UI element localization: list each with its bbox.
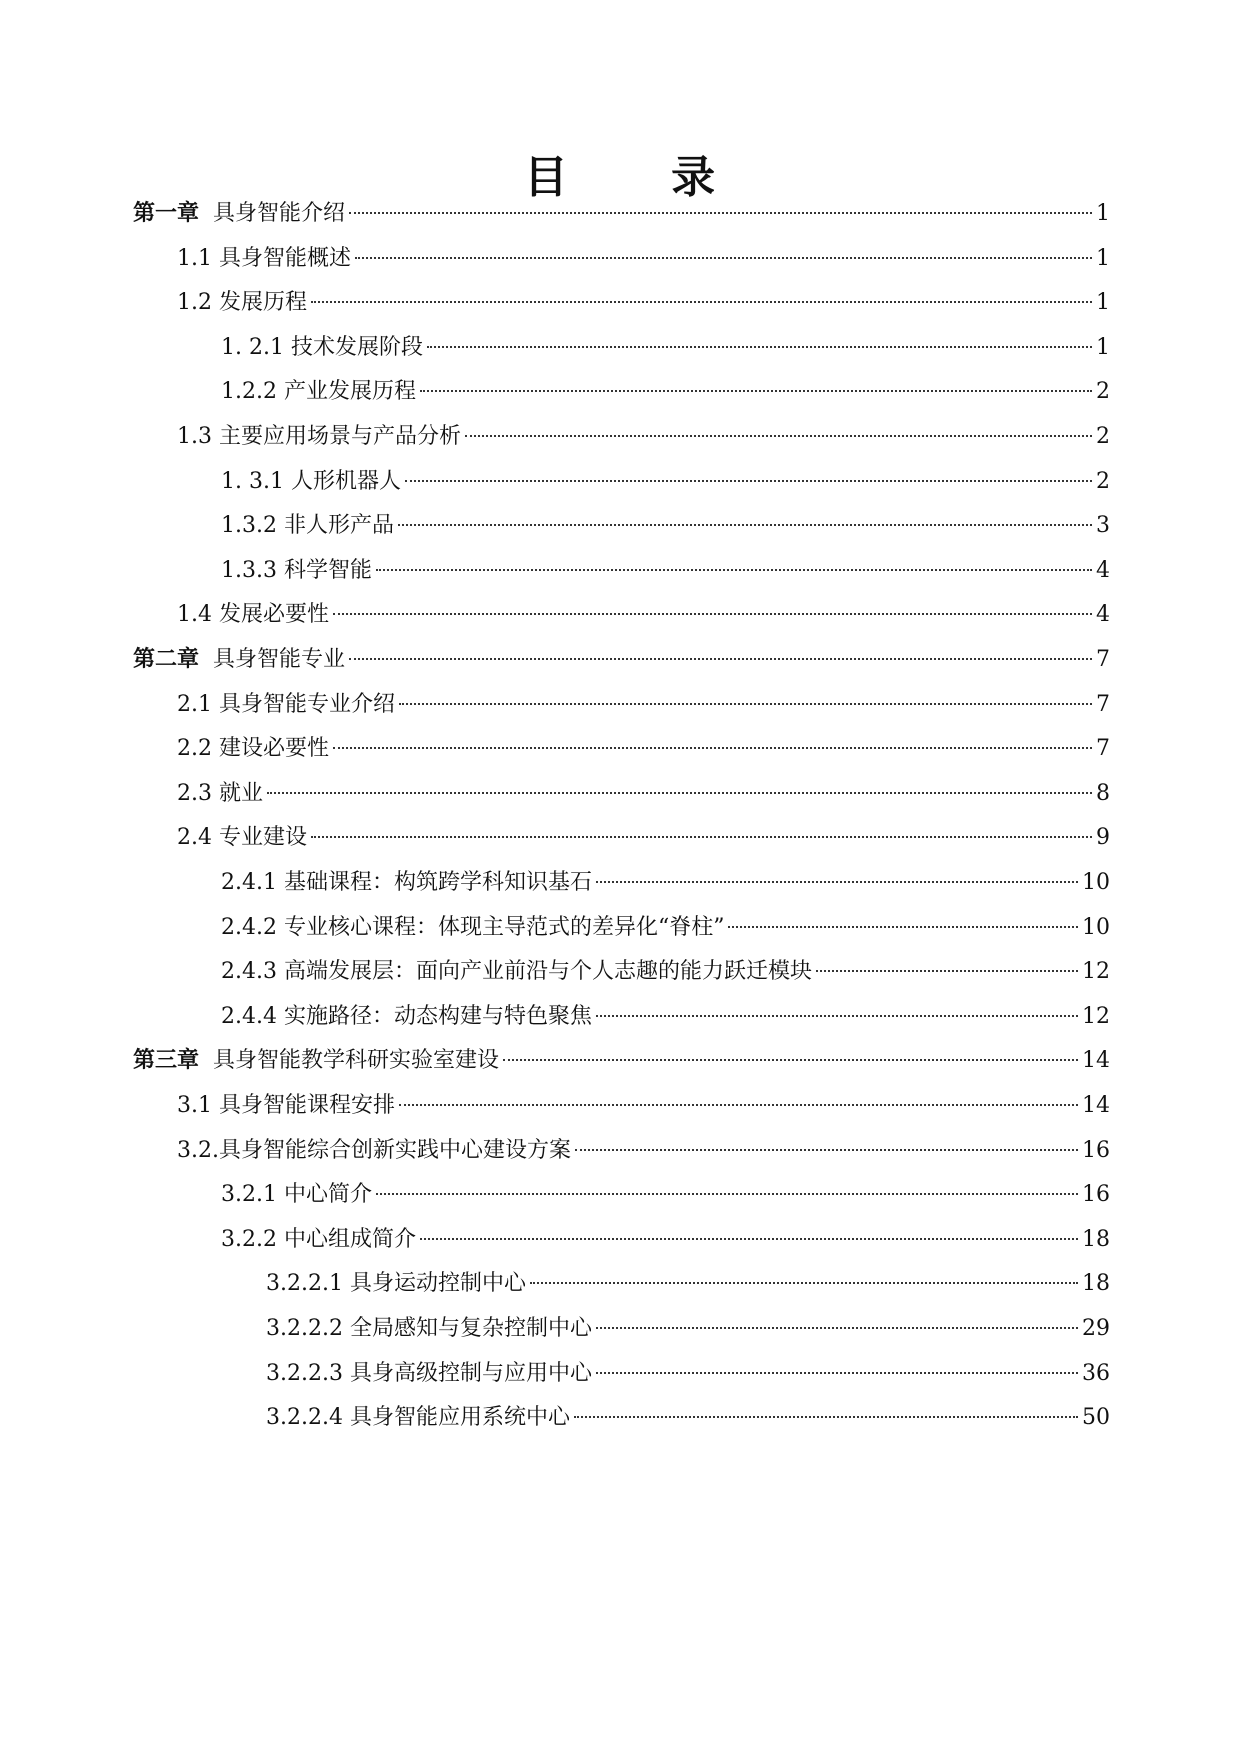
dot-leader xyxy=(420,390,1092,392)
toc-entry-text: 2.3 就业 xyxy=(177,780,263,806)
dot-leader xyxy=(311,836,1092,838)
toc-entry[interactable] xyxy=(133,1041,1110,1081)
toc-entry-label xyxy=(177,774,263,814)
toc-entry-text: 1.4 发展必要性 xyxy=(177,602,329,628)
toc-page-number: 36 xyxy=(1082,1360,1110,1386)
toc-entry-text: 1. 3.1 人形机器人 xyxy=(221,468,401,494)
toc-entry-text: 3.2.2.3 具身高级控制与应用中心 xyxy=(266,1360,592,1386)
toc-page-number: 10 xyxy=(1082,870,1110,895)
toc-entry[interactable] xyxy=(177,595,1110,635)
toc-entry[interactable] xyxy=(221,908,1110,948)
toc-entry-text: 1.3.2 非人形产品 xyxy=(221,513,394,539)
dot-leader xyxy=(355,257,1092,259)
dot-leader xyxy=(596,1015,1078,1017)
toc-page-number: 18 xyxy=(1082,1271,1110,1297)
toc-entry-label xyxy=(266,1309,592,1349)
toc-entry-text: 1.3 主要应用场景与产品分析 xyxy=(177,424,461,449)
toc-entry[interactable] xyxy=(266,1398,1110,1438)
toc-entry-text: 3.2.2.4 具身智能应用系统中心 xyxy=(266,1405,570,1431)
chapter-number: 第二章 xyxy=(133,647,200,672)
toc-entry-text: 2.4.3 高端发展层：面向产业前沿与个人志趣的能力跃迁模块 xyxy=(221,959,812,985)
dot-leader xyxy=(596,881,1078,883)
toc-page-number: 1 xyxy=(1096,245,1110,271)
toc-entry-label xyxy=(221,952,812,992)
toc-entry-label xyxy=(177,417,461,457)
dot-leader xyxy=(333,747,1092,749)
toc-entry[interactable] xyxy=(221,1175,1110,1215)
dot-leader xyxy=(398,524,1092,526)
dot-leader xyxy=(399,703,1092,705)
toc-entry-label xyxy=(221,997,592,1037)
toc-entry-label xyxy=(177,729,329,769)
toc-entry[interactable] xyxy=(221,1220,1110,1260)
toc-entry[interactable] xyxy=(177,239,1110,279)
toc-entry-text: 具身智能介绍 xyxy=(213,201,346,226)
toc-entry[interactable] xyxy=(221,462,1110,502)
chapter-number: 第一章 xyxy=(133,201,200,226)
dot-leader xyxy=(427,346,1092,348)
toc-page-number: 14 xyxy=(1082,1093,1110,1118)
toc-page-number: 1 xyxy=(1096,290,1110,316)
dot-leader xyxy=(574,1416,1078,1418)
toc-entry[interactable] xyxy=(177,417,1110,457)
toc-entry[interactable] xyxy=(266,1309,1110,1349)
toc-entry-text: 1.2 发展历程 xyxy=(177,290,307,316)
toc-entry-text: 1. 2.1 技术发展阶段 xyxy=(221,334,423,360)
dot-leader xyxy=(420,1238,1078,1240)
toc-entry-text: 1.3.3 科学智能 xyxy=(221,557,372,583)
toc-entry-label xyxy=(221,462,401,502)
dot-leader xyxy=(596,1327,1078,1329)
toc-page-number: 4 xyxy=(1096,602,1110,628)
toc-page-number: 50 xyxy=(1082,1405,1110,1431)
toc-entry-label xyxy=(221,506,394,546)
toc-entry[interactable] xyxy=(221,952,1110,992)
toc-entry[interactable] xyxy=(221,863,1110,903)
toc-entry[interactable] xyxy=(133,640,1110,680)
dot-leader xyxy=(503,1059,1078,1061)
dot-leader xyxy=(349,212,1092,214)
page-title: 目 录 xyxy=(523,152,760,203)
toc-entry[interactable] xyxy=(133,194,1110,234)
toc-entry-text: 3.2.1 中心简介 xyxy=(221,1182,372,1208)
toc-entry[interactable] xyxy=(177,774,1110,814)
toc-page-number: 2 xyxy=(1096,424,1110,449)
toc-entry[interactable] xyxy=(177,1086,1110,1126)
toc-entry[interactable] xyxy=(177,729,1110,769)
toc-entry[interactable] xyxy=(177,1131,1110,1171)
toc-entry[interactable] xyxy=(177,818,1110,858)
dot-leader xyxy=(405,480,1092,482)
toc-entry-label xyxy=(177,818,307,858)
toc-entry-text: 具身智能专业 xyxy=(213,647,346,672)
toc-entry-label xyxy=(177,1131,571,1171)
toc-entry-label xyxy=(177,685,395,725)
toc-entry-text: 1.1 具身智能概述 xyxy=(177,245,351,271)
toc-entry-label xyxy=(133,194,345,234)
toc-page-number: 16 xyxy=(1082,1137,1110,1163)
toc-entry[interactable] xyxy=(221,551,1110,591)
toc-entry-label xyxy=(266,1264,526,1304)
chapter-number: 第三章 xyxy=(133,1048,200,1074)
toc-entry-label xyxy=(177,283,307,323)
toc-entry-text: 3.2.2.2 全局感知与复杂控制中心 xyxy=(266,1316,592,1341)
toc-entry[interactable] xyxy=(221,372,1110,412)
toc-entry-label xyxy=(133,1041,499,1081)
dot-leader xyxy=(376,1193,1078,1195)
dot-leader xyxy=(376,569,1092,571)
toc-page-number: 16 xyxy=(1082,1182,1110,1208)
toc-entry-text: 2.4 专业建设 xyxy=(177,825,307,851)
toc-entry-text: 2.1 具身智能专业介绍 xyxy=(177,691,395,717)
dot-leader xyxy=(311,301,1092,303)
toc-page-number: 12 xyxy=(1082,959,1110,985)
dot-leader xyxy=(596,1372,1078,1374)
toc-page-number: 7 xyxy=(1096,736,1110,762)
toc-entry[interactable] xyxy=(221,997,1110,1037)
toc-entry-text: 3.2.2 中心组成简介 xyxy=(221,1226,416,1252)
dot-leader xyxy=(530,1282,1078,1284)
toc-entry[interactable] xyxy=(177,685,1110,725)
toc-entry-label xyxy=(221,372,416,412)
dot-leader xyxy=(399,1104,1078,1106)
toc-entry-text: 2.4.1 基础课程：构筑跨学科知识基石 xyxy=(221,870,592,895)
toc-entry-text: 2.4.4 实施路径：动态构建与特色聚焦 xyxy=(221,1003,592,1029)
toc-page-number: 18 xyxy=(1082,1226,1110,1252)
toc-page-number: 7 xyxy=(1096,647,1110,672)
toc-entry-text: 1.2.2 产业发展历程 xyxy=(221,379,416,405)
dot-leader xyxy=(349,658,1092,660)
toc-page-number: 10 xyxy=(1082,914,1110,940)
toc-page-number: 2 xyxy=(1096,468,1110,494)
toc-entry-label xyxy=(266,1354,592,1394)
toc-page-number: 1 xyxy=(1096,334,1110,360)
toc-entry-label xyxy=(177,239,351,279)
toc-page-number: 4 xyxy=(1096,557,1110,583)
toc-entry-text: 3.2.具身智能综合创新实践中心建设方案 xyxy=(177,1137,571,1163)
toc-entry-label xyxy=(177,1086,395,1126)
toc-entry-label xyxy=(177,595,329,635)
toc-page-number: 1 xyxy=(1096,201,1110,226)
toc-page-number: 9 xyxy=(1096,825,1110,851)
toc-entry-text: 2.4.2 专业核心课程：体现主导范式的差异化“脊柱” xyxy=(221,914,725,940)
toc-entry-text: 3.1 具身智能课程安排 xyxy=(177,1093,395,1118)
toc-page-number: 29 xyxy=(1082,1316,1110,1341)
dot-leader xyxy=(816,970,1078,972)
toc-page-number: 12 xyxy=(1082,1003,1110,1029)
toc-entry-label xyxy=(221,551,372,591)
toc-entry[interactable] xyxy=(177,283,1110,323)
toc-entry-label xyxy=(133,640,345,680)
toc-entry-text: 具身智能教学科研实验室建设 xyxy=(213,1048,500,1074)
toc-page-number: 14 xyxy=(1082,1048,1110,1074)
toc-entry-text: 2.2 建设必要性 xyxy=(177,736,329,762)
dot-leader xyxy=(728,926,1078,928)
toc-entry-text: 3.2.2.1 具身运动控制中心 xyxy=(266,1271,526,1297)
dot-leader xyxy=(267,792,1092,794)
toc-entry[interactable] xyxy=(266,1354,1110,1394)
toc-entry[interactable] xyxy=(266,1264,1110,1304)
toc-entry-label xyxy=(221,1175,372,1215)
dot-leader xyxy=(465,435,1092,437)
toc-entry-label xyxy=(221,908,724,948)
toc-page-number: 8 xyxy=(1096,780,1110,806)
toc-entry[interactable] xyxy=(221,328,1110,368)
dot-leader xyxy=(333,613,1092,615)
toc-page-number: 2 xyxy=(1096,379,1110,405)
toc-page-number: 3 xyxy=(1096,513,1110,539)
toc-entry-label xyxy=(266,1398,570,1438)
toc-entry-label xyxy=(221,1220,416,1260)
toc-entry-label xyxy=(221,328,423,368)
dot-leader xyxy=(575,1149,1078,1151)
toc-page-number: 7 xyxy=(1096,691,1110,717)
toc-entry-label xyxy=(221,863,592,903)
toc-entry[interactable] xyxy=(221,506,1110,546)
